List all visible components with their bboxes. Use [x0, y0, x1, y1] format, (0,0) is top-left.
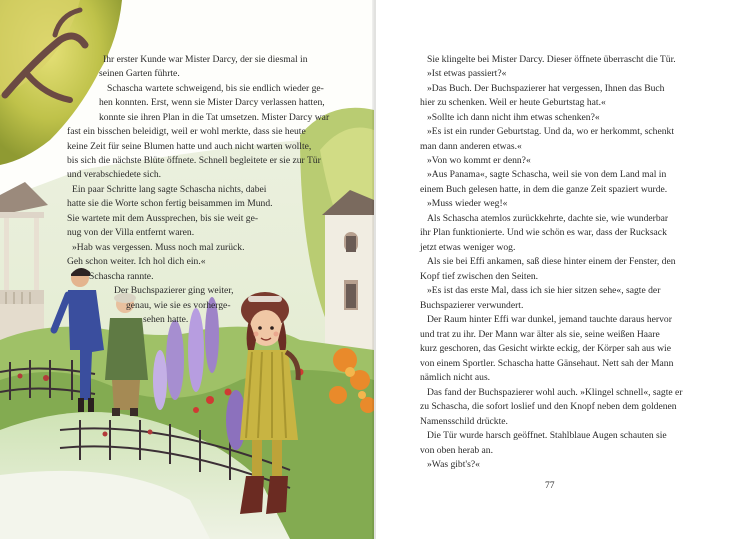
- text-line: Die Tür wurde harsch geöffnet. Stahlblaue Augen schauten sie: [427, 430, 667, 441]
- text-line: fast ein bisschen beleidigt, weil er wohl merkte, dass sie heute: [67, 126, 306, 137]
- text-line: »Es ist das erste Mal, dass ich sie hier sitzen sehe«, sagte der: [427, 285, 661, 296]
- text-line: Schascha wartete schweigend, bis sie endlich wieder ge-: [107, 83, 324, 94]
- text-line: Als Schascha atemlos zurückkehrte, dachte sie, wie wunderbar: [427, 213, 669, 224]
- text-line: ihr Plan funktionierte. Und wie schön es war, dass der Rucksack: [420, 227, 667, 238]
- text-line: genau, wie sie es vorherge-: [126, 300, 231, 311]
- text-line: keine Zeit für seine Blumen hatte und auch nicht warten wollte,: [67, 141, 312, 152]
- text-line: Buchspazierer verwundert.: [420, 300, 524, 311]
- text-line: hier zu schenken. Weil er heute Geburtstag hat.«: [420, 97, 606, 108]
- text-line: Der Raum hinter Effi war dunkel, jemand tauchte daraus hervor: [427, 314, 672, 325]
- text-line: Als sie bei Effi ankamen, saß diese hinter einem der Fenster, den: [427, 256, 676, 267]
- text-line: »Ist etwas passiert?«: [427, 68, 507, 79]
- text-line: Ihr erster Kunde war Mister Darcy, der sie diesmal in: [103, 54, 308, 65]
- text-line: »Das Buch. Der Buchspazierer hat vergessen, Ihnen das Buch: [427, 83, 665, 94]
- text-line: hatte sie die Worte schon fertig beisammen im Mund.: [67, 198, 273, 209]
- text-line: kurz geschoren, das Gesicht wirkte eckig, der Körper sah aus wie: [420, 343, 671, 354]
- left-page: [0, 0, 374, 539]
- text-line: sehen hatte.: [143, 314, 189, 325]
- text-line: bis sich die nächste Blüte öffnete. Schnell begleitete er sie zur Tür: [67, 155, 321, 166]
- garden-illustration: [0, 0, 374, 539]
- text-line: »Muss wieder weg!«: [427, 198, 508, 209]
- text-line: »Von wo kommt er denn?«: [427, 155, 531, 166]
- text-line: seinen Garten führte.: [99, 68, 180, 79]
- text-line: »Es ist ein runder Geburtstag. Und da, wo er herkommt, schenkt: [427, 126, 674, 137]
- text-line: Namensschild drückte.: [420, 416, 508, 427]
- text-line: »Hab was vergessen. Muss noch mal zurück.: [72, 242, 245, 253]
- text-line: nämlich nicht aus.: [420, 372, 491, 383]
- text-line: von oben herab an.: [420, 445, 493, 456]
- text-line: jetzt etwas weniger wog.: [420, 242, 516, 253]
- text-line: und trat zu ihr. Der Mann war älter als sie, seine weißen Haare: [420, 329, 660, 340]
- text-line: man dann anderen etwas.«: [420, 141, 522, 152]
- text-line: »Sollte ich dann nicht ihm etwas schenken?«: [427, 112, 600, 123]
- text-line: Ein paar Schritte lang sagte Schascha nichts, dabei: [72, 184, 267, 195]
- text-line: Schascha rannte.: [89, 271, 154, 282]
- text-line: einem Buch gelesen hatte, in dem die ganze Zeit spaziert wurde.: [420, 184, 668, 195]
- text-line: Sie wartete mit dem Aussprechen, bis sie weit ge-: [67, 213, 259, 224]
- text-line: konnte sie ihren Plan in die Tat umsetzen. Mister Darcy war: [99, 112, 330, 123]
- text-line: Geh schon weiter. Ich hol dich ein.«: [67, 256, 206, 267]
- text-line: Das fand der Buchspazierer wohl auch. »Klingel schnell«, sagte er: [427, 387, 683, 398]
- right-page: [376, 0, 750, 539]
- text-line: »Aus Panama«, sagte Schascha, weil sie von dem Land mal in: [427, 169, 667, 180]
- text-line: von einem Sportler. Schascha hatte Gänsehaut. Nett sah der Mann: [420, 358, 674, 369]
- text-line: nug von der Villa entfernt waren.: [67, 227, 195, 238]
- text-line: zu Schascha, die sofort loslief und den Knopf neben dem goldenen: [420, 401, 677, 412]
- text-line: Kopf tief zwischen den Seiten.: [420, 271, 539, 282]
- text-line: Der Buchspazierer ging weiter,: [114, 285, 234, 296]
- page-number: 77: [545, 480, 555, 491]
- text-line: und verabschiedete sich.: [67, 169, 162, 180]
- text-line: hen konnten. Erst, wenn sie Mister Darcy verlassen hatten,: [99, 97, 325, 108]
- text-line: Sie klingelte bei Mister Darcy. Dieser öffnete überrascht die Tür.: [427, 54, 676, 65]
- text-line: »Was gibt's?«: [427, 459, 480, 470]
